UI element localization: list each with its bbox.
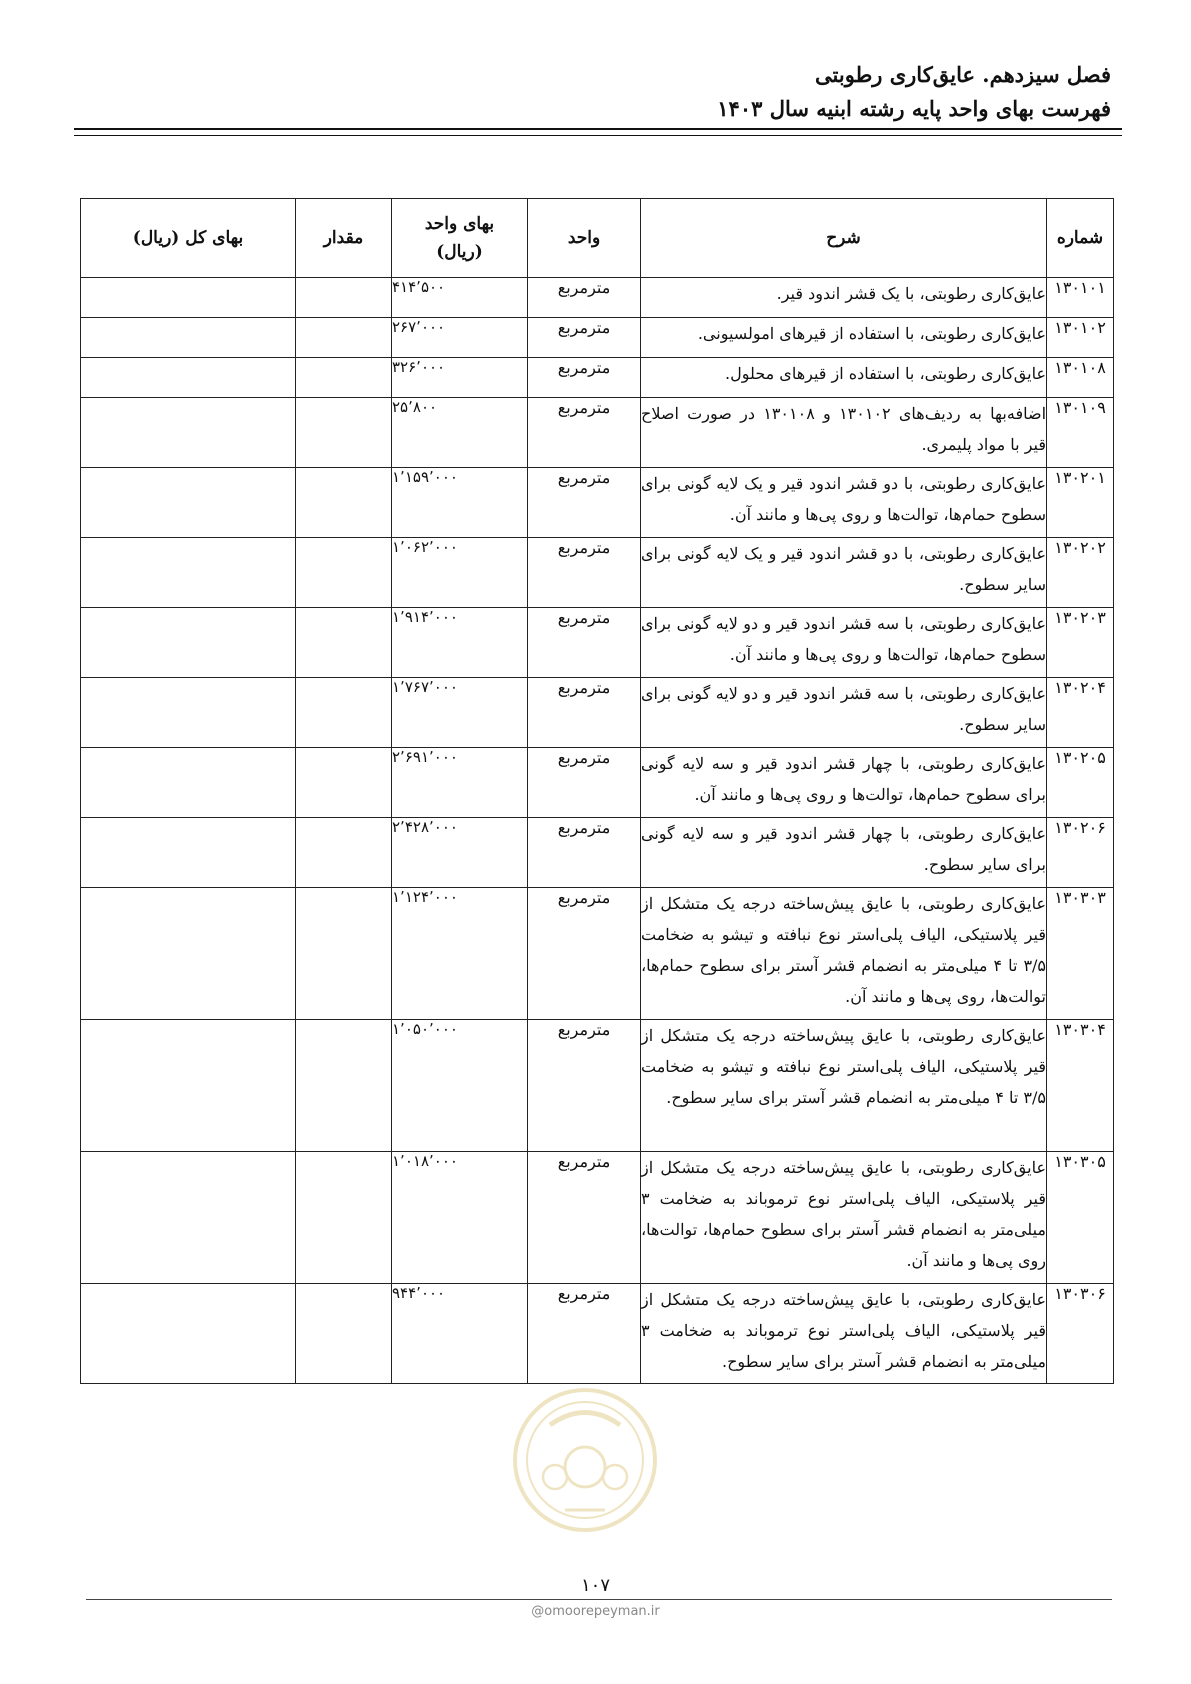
- row-description: عایق‌کاری رطوبتی، با عایق پیش‌ساخته درجه یک متشکل از قیر پلاستیکی، الیاف پلی‌استر نوع نبافته و تیشو به ضخامت ۳/۵ تا ۴ میلی‌متر به انضمام قشر آستر برای سطوح حمام‌ها، توالت‌ها، روی پی‌ها و مانند آن.: [641, 888, 1047, 1020]
- row-total-price: [81, 468, 296, 538]
- site-watermark: @omoorepeyman.ir: [531, 1604, 660, 1619]
- row-code: ۱۳۰۱۰۱: [1047, 278, 1114, 318]
- row-description: عایق‌کاری رطوبتی، با دو قشر اندود قیر و یک لایه گونی برای سایر سطوح.: [641, 538, 1047, 608]
- row-code: ۱۳۰۲۰۴: [1047, 678, 1114, 748]
- row-description: عایق‌کاری رطوبتی، با سه قشر اندود قیر و دو لایه گونی برای سایر سطوح.: [641, 678, 1047, 748]
- row-unit: مترمربع: [528, 1020, 641, 1152]
- row-unit: مترمربع: [528, 1284, 641, 1384]
- row-quantity: [296, 1284, 392, 1384]
- row-code: ۱۳۰۳۰۵: [1047, 1152, 1114, 1284]
- col-header-code: شماره: [1047, 199, 1114, 278]
- watermark-seal-icon: [510, 1385, 660, 1535]
- table-row: [81, 1284, 1114, 1384]
- table-row: [81, 748, 1114, 818]
- row-code: ۱۳۰۳۰۶: [1047, 1284, 1114, 1384]
- row-unit-price: ۴۱۴٬۵۰۰: [392, 278, 528, 318]
- row-total-price: [81, 1284, 296, 1384]
- row-total-price: [81, 318, 296, 358]
- header-rule-thin: [74, 135, 1122, 136]
- table-row: [81, 538, 1114, 608]
- row-code: ۱۳۰۲۰۵: [1047, 748, 1114, 818]
- page-header: [717, 58, 1111, 126]
- row-quantity: [296, 538, 392, 608]
- row-unit-price: ۲٬۶۹۱٬۰۰۰: [392, 748, 528, 818]
- row-unit-price: ۱٬۰۶۲٬۰۰۰: [392, 538, 528, 608]
- row-unit: مترمربع: [528, 318, 641, 358]
- col-header-unit: واحد: [528, 199, 641, 278]
- table-row: [81, 468, 1114, 538]
- row-description: عایق‌کاری رطوبتی، با چهار قشر اندود قیر و سه لایه گونی برای سطوح حمام‌ها، توالت‌ها و روی پی‌ها و مانند آن.: [641, 748, 1047, 818]
- col-header-qty: مقدار: [296, 199, 392, 278]
- col-header-total: بهای کل (ریال): [81, 199, 296, 278]
- table-row: [81, 398, 1114, 468]
- chapter-title: فصل سیزدهم. عایق‌کاری رطوبتی: [815, 62, 1111, 87]
- row-unit-price: ۲۶۷٬۰۰۰: [392, 318, 528, 358]
- row-description: عایق‌کاری رطوبتی، با یک قشر اندود قیر.: [641, 278, 1047, 318]
- col-header-unit-price-line1: بهای واحد: [424, 214, 495, 234]
- row-quantity: [296, 318, 392, 358]
- table-row: [81, 358, 1114, 398]
- row-total-price: [81, 818, 296, 888]
- row-code: ۱۳۰۱۰۲: [1047, 318, 1114, 358]
- row-description: عایق‌کاری رطوبتی، با سه قشر اندود قیر و دو لایه گونی برای سطوح حمام‌ها، توالت‌ها و روی پی‌ها و مانند آن.: [641, 608, 1047, 678]
- row-unit: مترمربع: [528, 468, 641, 538]
- row-unit-price: ۲٬۴۲۸٬۰۰۰: [392, 818, 528, 888]
- page-number: ۱۰۷: [580, 1575, 610, 1596]
- table-row: [81, 888, 1114, 1020]
- price-table: [80, 198, 1114, 1384]
- row-code: ۱۳۰۲۰۶: [1047, 818, 1114, 888]
- row-total-price: [81, 1152, 296, 1284]
- row-unit-price: ۱٬۰۱۸٬۰۰۰: [392, 1152, 528, 1284]
- col-header-unit-price-line2: (ریال): [436, 242, 483, 262]
- row-description: عایق‌کاری رطوبتی، با دو قشر اندود قیر و یک لایه گونی برای سطوح حمام‌ها، توالت‌ها و روی پی‌ها و مانند آن.: [641, 468, 1047, 538]
- row-unit: مترمربع: [528, 608, 641, 678]
- document-title: فهرست بهای واحد پایه رشته ابنیه سال ۱۴۰۳: [717, 96, 1111, 121]
- row-quantity: [296, 818, 392, 888]
- footer-rule: [86, 1599, 1112, 1600]
- row-code: ۱۳۰۲۰۳: [1047, 608, 1114, 678]
- row-quantity: [296, 748, 392, 818]
- row-unit: مترمربع: [528, 748, 641, 818]
- row-unit: مترمربع: [528, 678, 641, 748]
- row-quantity: [296, 1020, 392, 1152]
- row-unit-price: ۳۲۶٬۰۰۰: [392, 358, 528, 398]
- row-unit: مترمربع: [528, 818, 641, 888]
- row-unit: مترمربع: [528, 538, 641, 608]
- row-unit-price: ۱٬۰۵۰٬۰۰۰: [392, 1020, 528, 1152]
- row-code: ۱۳۰۲۰۲: [1047, 538, 1114, 608]
- row-code: ۱۳۰۲۰۱: [1047, 468, 1114, 538]
- table-row: [81, 678, 1114, 748]
- row-total-price: [81, 538, 296, 608]
- row-code: ۱۳۰۱۰۹: [1047, 398, 1114, 468]
- row-total-price: [81, 888, 296, 1020]
- row-unit: مترمربع: [528, 358, 641, 398]
- row-total-price: [81, 1020, 296, 1152]
- col-header-unit-price: [392, 199, 528, 278]
- row-quantity: [296, 278, 392, 318]
- row-unit-price: ۲۵٬۸۰۰: [392, 398, 528, 468]
- row-code: ۱۳۰۳۰۴: [1047, 1020, 1114, 1152]
- row-unit: مترمربع: [528, 1152, 641, 1284]
- row-unit: مترمربع: [528, 888, 641, 1020]
- row-code: ۱۳۰۳۰۳: [1047, 888, 1114, 1020]
- row-description: عایق‌کاری رطوبتی، با عایق پیش‌ساخته درجه یک متشکل از قیر پلاستیکی، الیاف پلی‌استر نوع نبافته و تیشو به ضخامت ۳/۵ تا ۴ میلی‌متر به انضمام قشر آستر برای سایر سطوح.: [641, 1020, 1047, 1152]
- row-quantity: [296, 468, 392, 538]
- row-unit: مترمربع: [528, 278, 641, 318]
- row-quantity: [296, 358, 392, 398]
- row-unit-price: ۹۴۴٬۰۰۰: [392, 1284, 528, 1384]
- table-row: [81, 278, 1114, 318]
- row-total-price: [81, 748, 296, 818]
- row-description: عایق‌کاری رطوبتی، با استفاده از قیرهای محلول.: [641, 358, 1047, 398]
- col-header-desc: شرح: [641, 199, 1047, 278]
- row-description: عایق‌کاری رطوبتی، با استفاده از قیرهای امولسیونی.: [641, 318, 1047, 358]
- row-unit-price: ۱٬۷۶۷٬۰۰۰: [392, 678, 528, 748]
- table-row: [81, 608, 1114, 678]
- row-total-price: [81, 398, 296, 468]
- row-unit-price: ۱٬۱۵۹٬۰۰۰: [392, 468, 528, 538]
- row-total-price: [81, 608, 296, 678]
- row-quantity: [296, 398, 392, 468]
- row-quantity: [296, 888, 392, 1020]
- row-description: اضافه‌بها به ردیف‌های ۱۳۰۱۰۲ و ۱۳۰۱۰۸ در صورت اصلاح قیر با مواد پلیمری.: [641, 398, 1047, 468]
- row-unit-price: ۱٬۹۱۴٬۰۰۰: [392, 608, 528, 678]
- row-total-price: [81, 358, 296, 398]
- table-row: [81, 818, 1114, 888]
- table-row: [81, 1152, 1114, 1284]
- row-total-price: [81, 678, 296, 748]
- table-header-row: [81, 199, 1114, 278]
- row-total-price: [81, 278, 296, 318]
- row-quantity: [296, 1152, 392, 1284]
- table-row: [81, 1020, 1114, 1152]
- row-unit: مترمربع: [528, 398, 641, 468]
- row-description: عایق‌کاری رطوبتی، با عایق پیش‌ساخته درجه یک متشکل از قیر پلاستیکی، الیاف پلی‌استر نوع ترموباند به ضخامت ۳ میلی‌متر به انضمام قشر آستر برای سایر سطوح.: [641, 1284, 1047, 1384]
- row-unit-price: ۱٬۱۲۴٬۰۰۰: [392, 888, 528, 1020]
- row-code: ۱۳۰۱۰۸: [1047, 358, 1114, 398]
- header-rule-thick: [74, 128, 1122, 130]
- row-description: عایق‌کاری رطوبتی، با عایق پیش‌ساخته درجه یک متشکل از قیر پلاستیکی، الیاف پلی‌استر نوع ترموباند به ضخامت ۳ میلی‌متر به انضمام قشر آستر برای سطوح حمام‌ها، توالت‌ها، روی پی‌ها و مانند آن.: [641, 1152, 1047, 1284]
- row-quantity: [296, 678, 392, 748]
- row-quantity: [296, 608, 392, 678]
- table-row: [81, 318, 1114, 358]
- row-description: عایق‌کاری رطوبتی، با چهار قشر اندود قیر و سه لایه گونی برای سایر سطوح.: [641, 818, 1047, 888]
